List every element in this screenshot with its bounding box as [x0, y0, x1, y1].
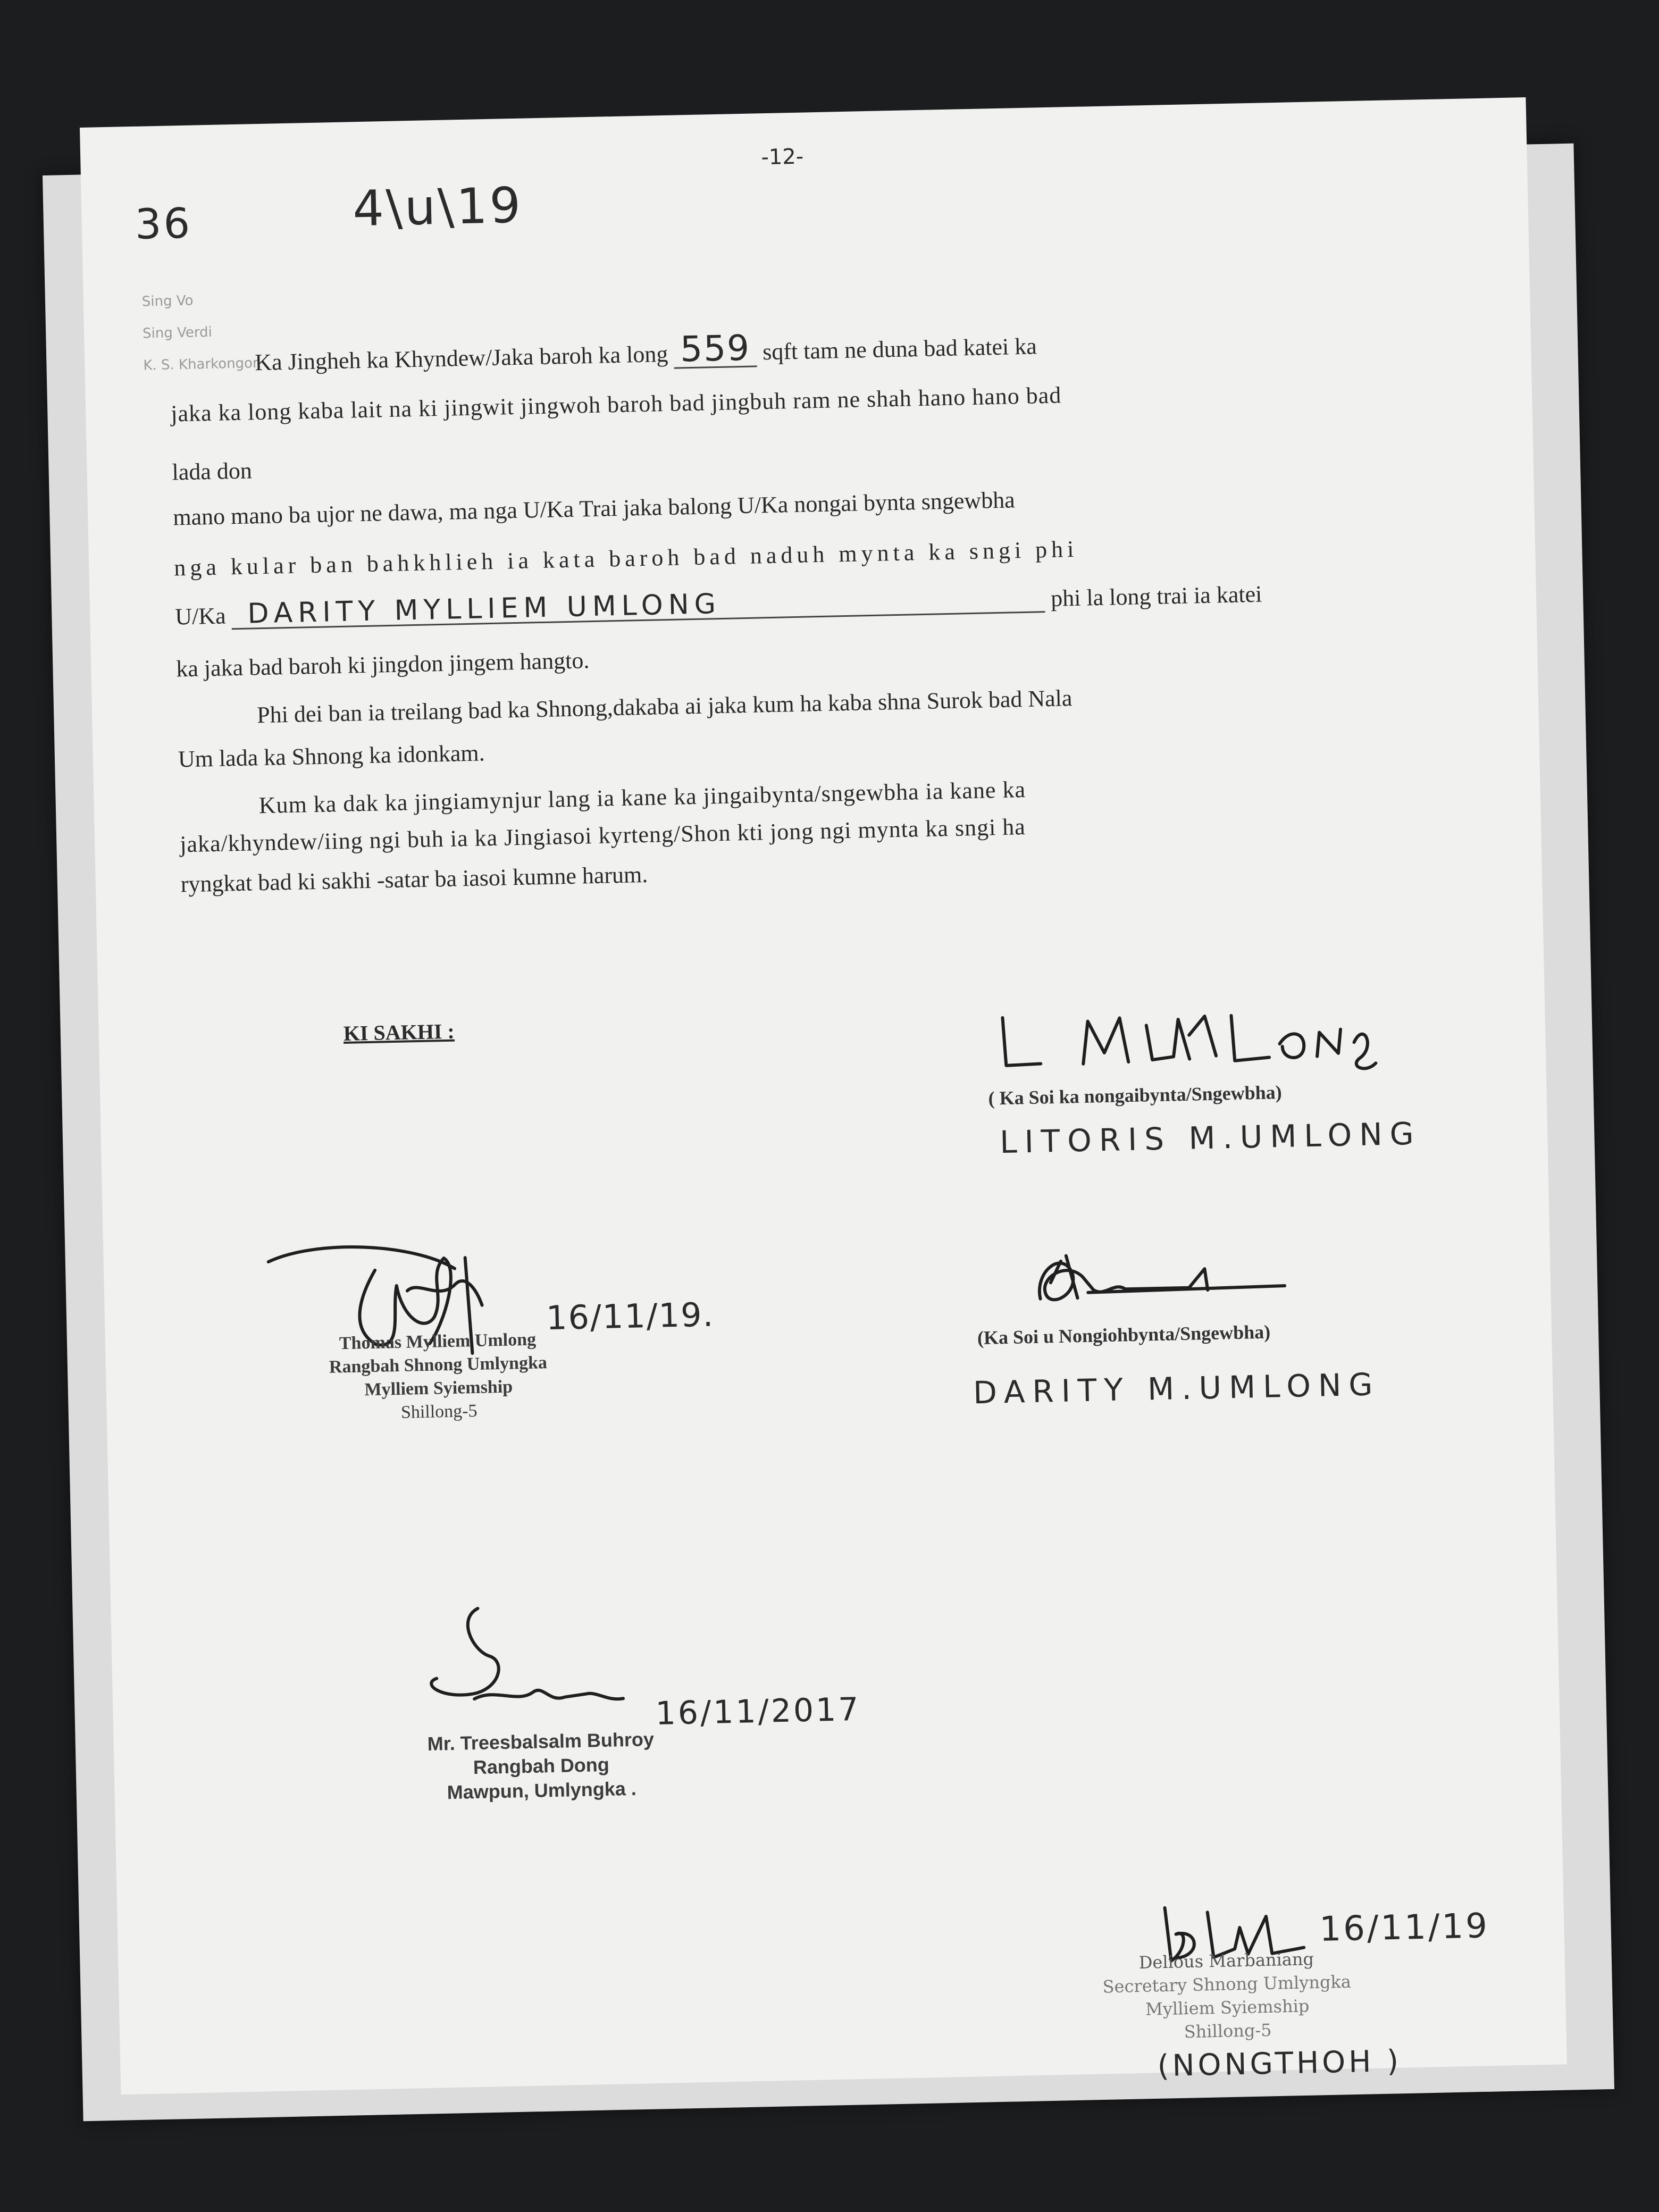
body-line-3: lada don [172, 457, 253, 485]
stamp-line: Shillong-5 [400, 1401, 477, 1422]
witness3-date: 16/11/19 [1319, 1906, 1490, 1949]
stamp-line: Secretary Shnong Umlyngka [1102, 1971, 1352, 1997]
witness3-stamp [1102, 1947, 1352, 2046]
stamp-line: Rangbah Dong [473, 1753, 610, 1779]
margin-note: 36 [134, 199, 193, 249]
body-text: phi la long trai ia katei [1050, 581, 1262, 611]
body-text: sqft tam ne duna bad katei ka [762, 333, 1037, 365]
witness2-stamp [427, 1727, 655, 1805]
stamp-line: Mylliem Syiemship [1145, 1996, 1310, 2020]
body-line-6 [175, 579, 1262, 631]
body-para3-line-2: jaka/khyndew/iing ngi buh ia ka Jingiasoi kyrteng/Shon kti jong ngi mynta ka sngi ha [179, 814, 1026, 858]
receiver-signature [1028, 1235, 1296, 1320]
receiver-name: DARITY M.UMLONG [973, 1366, 1380, 1411]
stamp-line: Rangbah Shnong Umlyngka [329, 1353, 548, 1377]
stamp-line: Mawpun, Umlyngka . [447, 1777, 637, 1804]
recipient-name: DARITY MYLLIEM UMLONG [231, 583, 1045, 630]
witness-heading: KI SAKHI : [343, 1019, 455, 1045]
witness1-stamp [329, 1328, 549, 1426]
area-value: 559 [673, 330, 757, 368]
body-para3-line-1: Kum ka dak ka jingiamynjur lang ia kane ka jingaibynta/sngewbha ia kane ka [258, 776, 1026, 819]
document-page [80, 97, 1567, 2094]
receiver-caption: (Ka Soi u Nongiohbynta/Sngewbha) [977, 1321, 1271, 1349]
giver-signature [992, 999, 1376, 1082]
giver-name: LITORIS M.UMLONG [999, 1115, 1422, 1161]
body-line-4: mano mano ba ujor ne dawa, ma nga U/Ka Trai jaka balong U/Ka nongai bynta sngewbha [172, 487, 1016, 531]
body-line-5: nga kular ban bahkhlieh ia kata baroh bad naduh mynta ka sngi phi [173, 535, 1078, 581]
body-line-1 [254, 324, 1037, 378]
faint-stamp-line: Sing Verdi [142, 324, 213, 342]
witness1-date: 16/11/19. [546, 1295, 715, 1338]
body-text: U/Ka [174, 602, 227, 630]
body-para3-line-3: ryngkat bad ki sakhi -satar ba iasoi kumne harum. [180, 861, 648, 898]
faint-stamp-line: Sing Vo [141, 292, 194, 310]
stamp-line: Mylliem Syiemship [364, 1377, 513, 1400]
body-line-2: jaka ka long kaba lait na ki jingwit jingwoh baroh bad jingbuh ram ne shah hano hano bad [170, 382, 1062, 427]
witness3-note: (NONGTHOH ) [1157, 2043, 1402, 2084]
stamp-line: Shillong-5 [1184, 2020, 1272, 2042]
faint-stamp [141, 283, 258, 381]
page-number: -12- [760, 144, 804, 170]
witness2-signature [408, 1595, 634, 1738]
stamp-line: Thomas Mylliem Umlong [339, 1329, 537, 1354]
body-para2-line-1: Phi dei ban ia treilang bad ka Shnong,dakaba ai jaka kum ha kaba shna Surok bad Nala [256, 685, 1073, 728]
giver-caption: ( Ka Soi ka nongaibynta/Sngewbha) [988, 1082, 1283, 1109]
witness2-date: 16/11/2017 [655, 1690, 861, 1732]
body-para2-line-2: Um lada ka Shnong ka idonkam. [178, 740, 485, 773]
body-line-7: ka jaka bad baroh ki jingdon jingem hangto. [175, 647, 590, 682]
body-text: Ka Jingheh ka Khyndew/Jaka baroh ka long [254, 340, 668, 376]
margin-date: 4\u\19 [352, 177, 524, 238]
faint-stamp-line: K. S. Kharkongor [143, 355, 259, 374]
stamp-line: Delious Marbaniang [1138, 1949, 1314, 1973]
stamp-line: Mr. Treesbalsalm Buhroy [427, 1728, 655, 1755]
